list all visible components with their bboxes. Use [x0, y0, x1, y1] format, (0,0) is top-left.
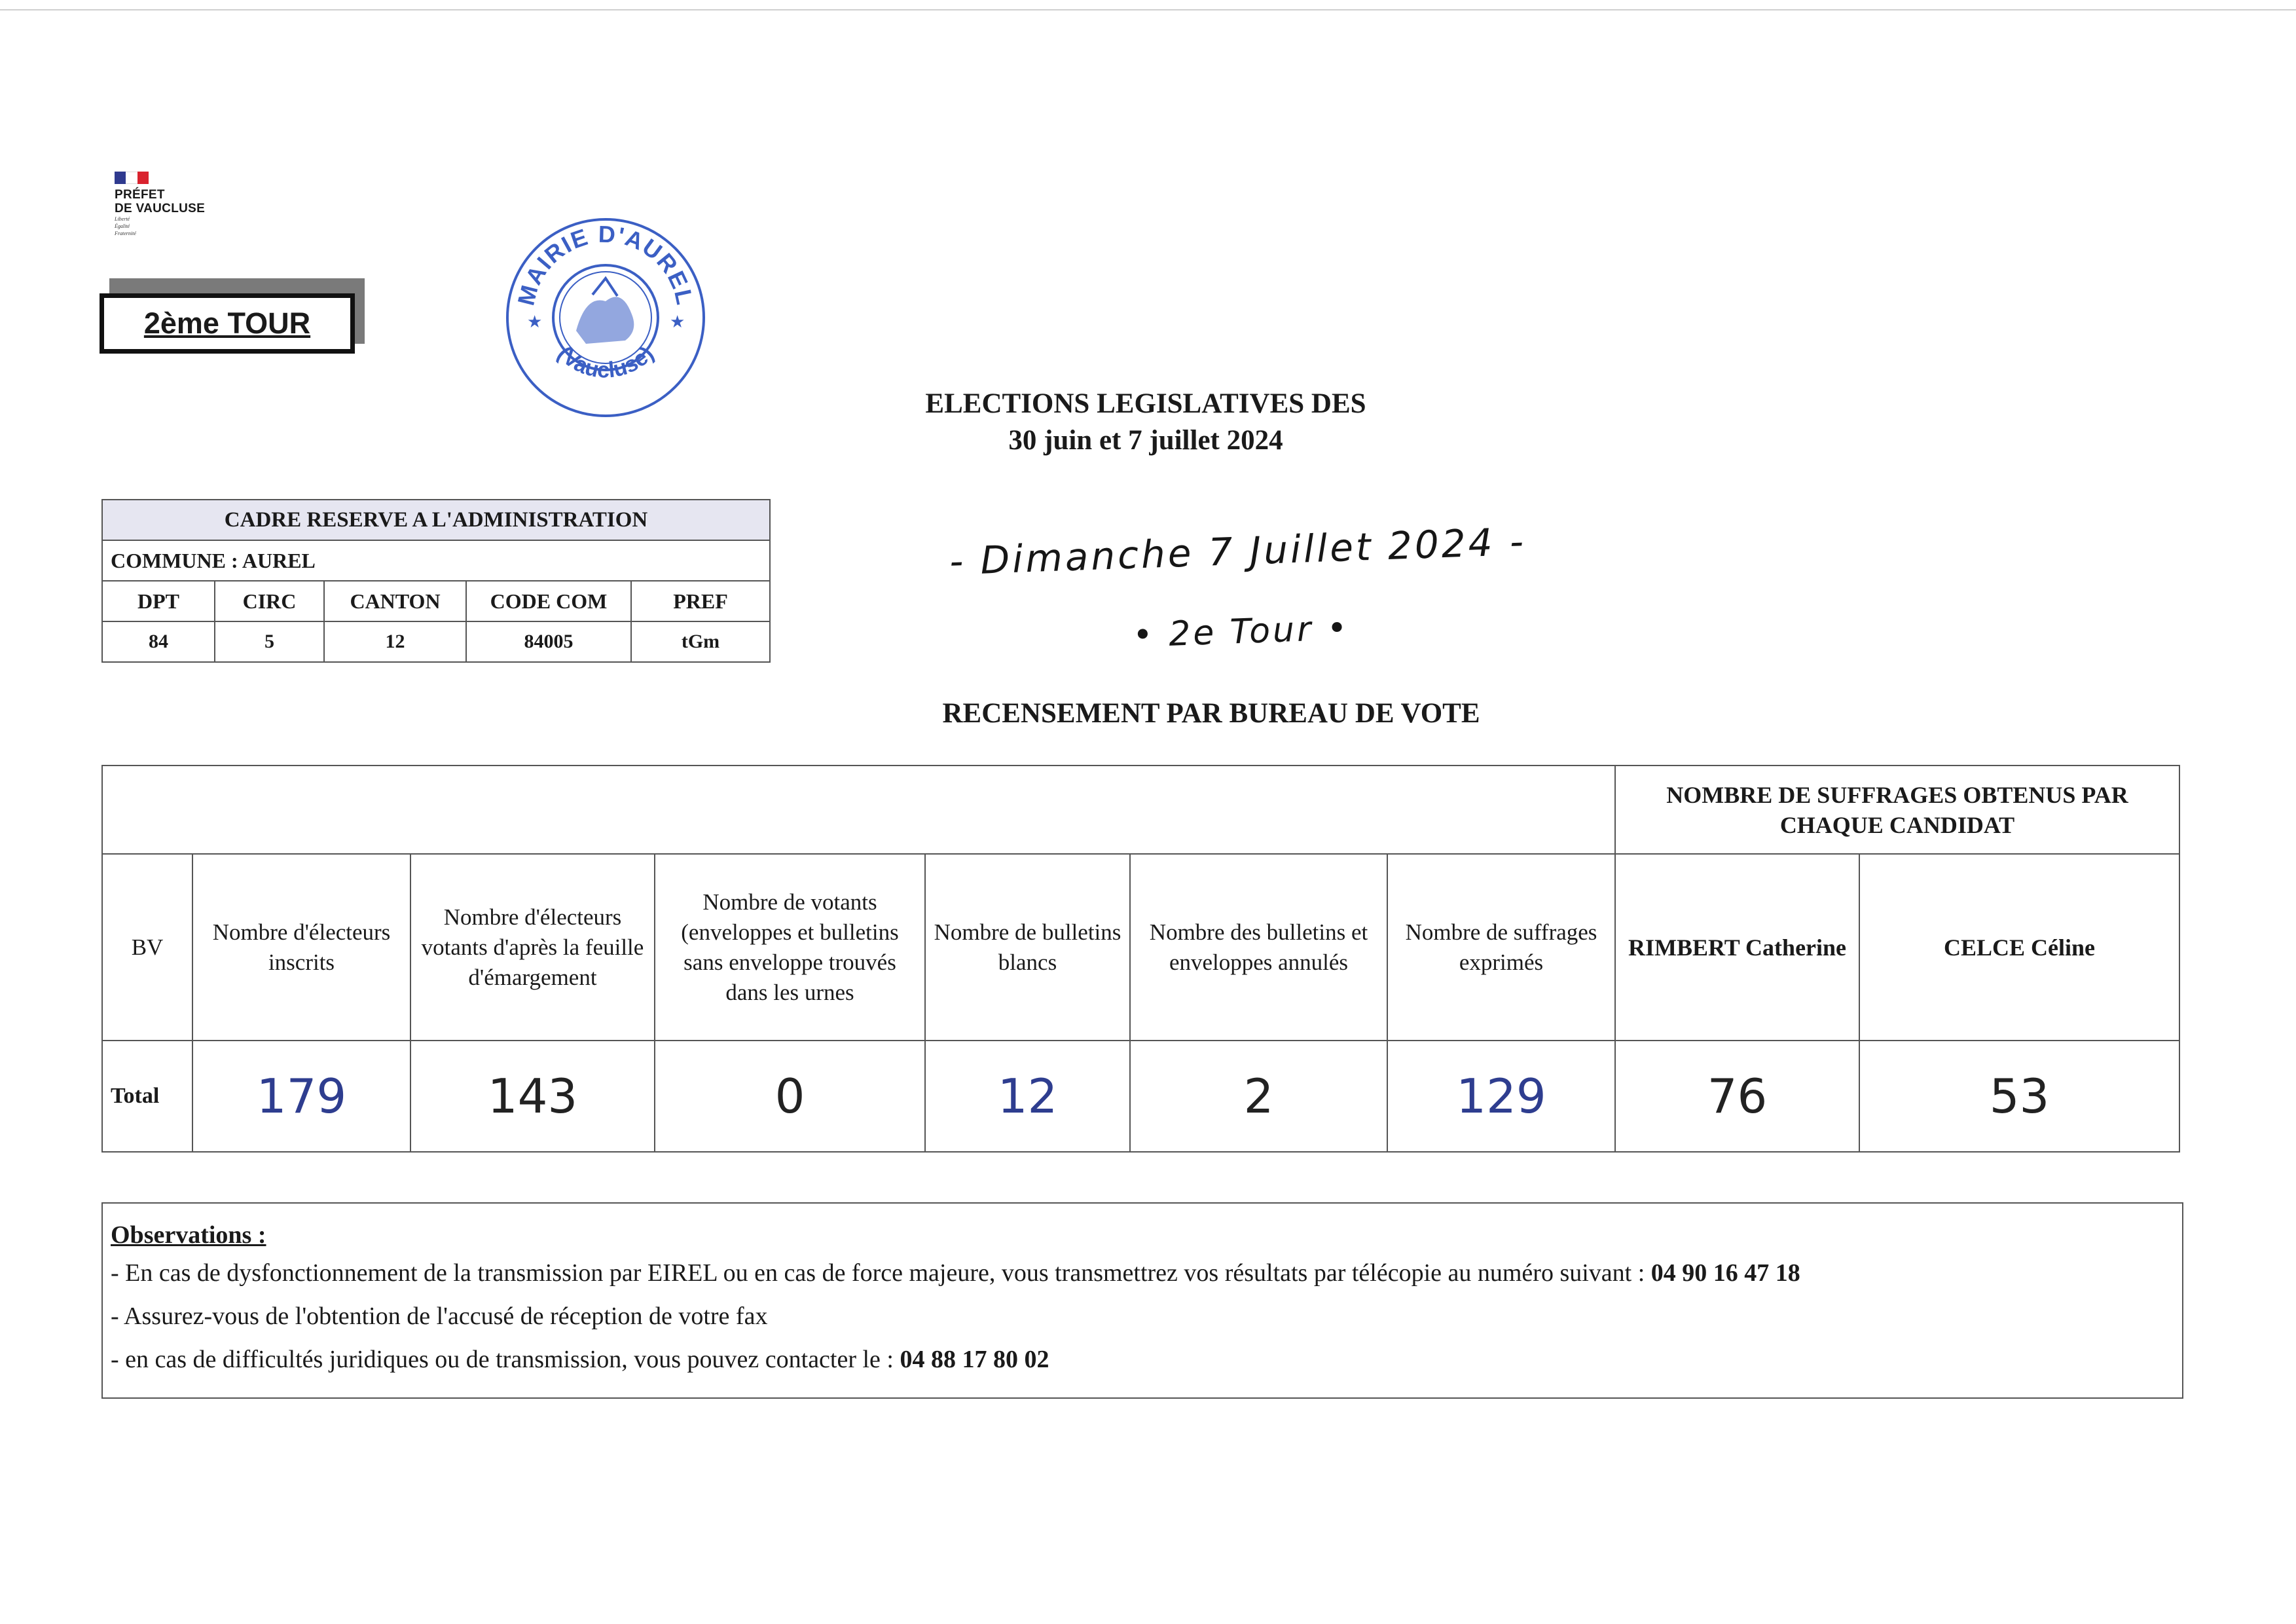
page-title-line-1: ELECTIONS LEGISLATIVES DES	[925, 388, 1366, 419]
total-annules: 2	[1130, 1041, 1387, 1152]
total-celce: 53	[1859, 1041, 2179, 1152]
results-blank-header	[102, 766, 1615, 854]
observation-line-3	[111, 1345, 2174, 1374]
admin-val-canton: 12	[324, 621, 466, 662]
admin-col-canton: CANTON	[324, 581, 466, 621]
admin-table	[101, 499, 771, 663]
svg-text:★: ★	[527, 312, 543, 332]
mairie-stamp	[501, 216, 710, 419]
admin-commune: COMMUNE : AUREL	[102, 540, 770, 581]
total-blancs: 12	[925, 1041, 1130, 1152]
col-candidate-rimbert: RIMBERT Catherine	[1615, 854, 1859, 1041]
col-candidate-celce: CELCE Céline	[1859, 854, 2179, 1041]
observation-line-1	[111, 1259, 2174, 1287]
observation-line-1-text: - En cas de dysfonctionnement de la transmission par EIREL ou en cas de force majeure, vous transmettrez vos résultats par télécopie au numéro suivant :	[111, 1259, 1651, 1287]
admin-col-circ: CIRC	[215, 581, 324, 621]
tour-box	[100, 293, 355, 354]
admin-val-pref: tGm	[631, 621, 770, 662]
admin-val-codecom: 84005	[466, 621, 631, 662]
scan-edge-line	[0, 9, 2296, 10]
admin-header: CADRE RESERVE A L'ADMINISTRATION	[102, 500, 770, 540]
handwritten-date: - Dimanche 7 Juillet 2024 -	[949, 519, 1527, 584]
contact-number: 04 88 17 80 02	[900, 1346, 1049, 1373]
col-exprimes: Nombre de suffrages exprimés	[1387, 854, 1615, 1041]
admin-col-dpt: DPT	[102, 581, 215, 621]
page-title-line-2: 30 juin et 7 juillet 2024	[1008, 425, 1283, 456]
logo-motto-2: Égalité	[115, 223, 130, 229]
observations-box	[101, 1202, 2183, 1399]
logo-line-2: DE VAUCLUSE	[115, 202, 206, 215]
total-votants-urnes: 0	[655, 1041, 925, 1152]
col-bv: BV	[102, 854, 192, 1041]
col-votants-urnes: Nombre de votants (enveloppes et bulletins sans enveloppe trouvés dans les urnes	[655, 854, 925, 1041]
total-inscrits: 179	[192, 1041, 410, 1152]
french-flag-icon	[115, 172, 149, 184]
fax-number: 04 90 16 47 18	[1650, 1259, 1800, 1287]
logo-motto-3: Fraternité	[115, 231, 136, 236]
handwritten-tour: • 2e Tour •	[1132, 608, 1351, 655]
admin-val-circ: 5	[215, 621, 324, 662]
svg-text:★: ★	[670, 312, 685, 332]
observations-title: Observations :	[111, 1221, 266, 1249]
total-exprimes: 129	[1387, 1041, 1615, 1152]
stamp-top-text: MAIRIE D'AUREL	[512, 220, 699, 308]
suffrages-header: NOMBRE DE SUFFRAGES OBTENUS PAR CHAQUE CANDIDAT	[1615, 766, 2179, 854]
col-annules: Nombre des bulletins et enveloppes annulés	[1130, 854, 1387, 1041]
stamp-bottom-text: (Vaucluse)	[552, 341, 659, 383]
section-title: RECENSEMENT PAR BUREAU DE VOTE	[942, 698, 1480, 729]
results-table	[101, 765, 2180, 1153]
admin-col-codecom: CODE COM	[466, 581, 631, 621]
logo-motto-1: Liberté	[115, 216, 130, 222]
admin-val-dpt: 84	[102, 621, 215, 662]
total-rimbert: 76	[1615, 1041, 1859, 1152]
logo-line-1: PRÉFET	[115, 188, 165, 202]
tour-label: 2ème TOUR	[143, 306, 311, 340]
prefecture-logo	[115, 172, 259, 237]
admin-col-pref: PREF	[631, 581, 770, 621]
col-blancs: Nombre de bulletins blancs	[925, 854, 1130, 1041]
total-label: Total	[102, 1041, 192, 1152]
total-votants-emargement: 143	[410, 1041, 655, 1152]
observation-line-3-text: - en cas de difficultés juridiques ou de transmission, vous pouvez contacter le :	[111, 1346, 900, 1373]
col-votants-emargement: Nombre d'électeurs votants d'après la feuille d'émargement	[410, 854, 655, 1041]
observation-line-2: - Assurez-vous de l'obtention de l'accusé de réception de votre fax	[111, 1302, 768, 1330]
col-inscrits: Nombre d'électeurs inscrits	[192, 854, 410, 1041]
